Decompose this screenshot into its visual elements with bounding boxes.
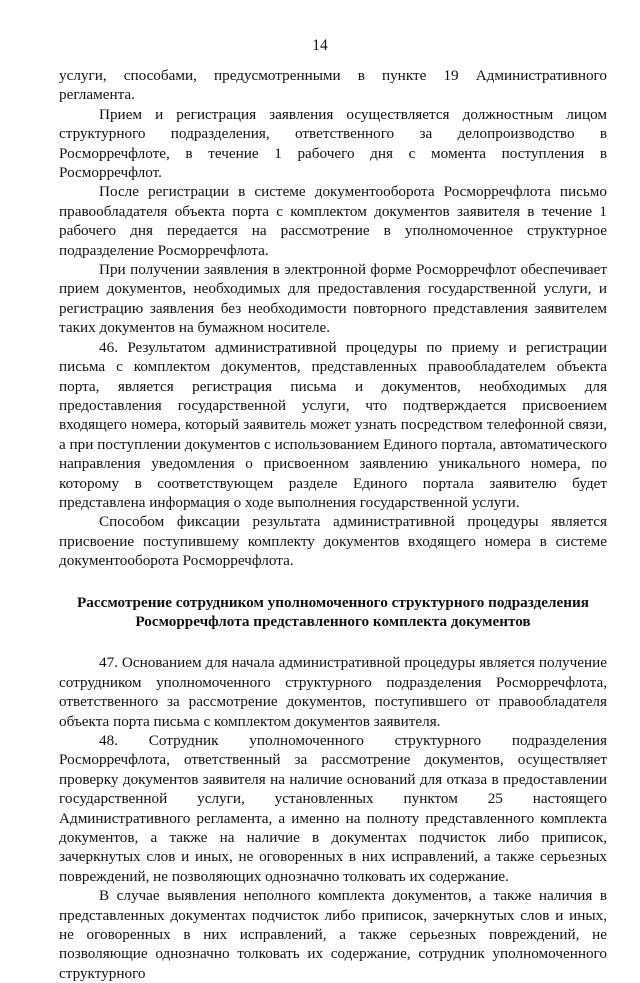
paragraph-continuation: услуги, способами, предусмотренными в пункте 19 Административного регламента. xyxy=(59,67,607,104)
page-number: 14 xyxy=(312,37,328,54)
document-body xyxy=(59,66,607,983)
paragraph-46: 46. Результатом административной процедуры по приему и регистрации письма с комплектом документов, представленных правообладателем объекта порта, является регистрация письма и документов, необходимых для предоставления государственной услуги, что подтверждается присвоением входящего номера, который заявитель может узнать посредством телефонной связи, а при поступлении документов с использованием Единого портала, автоматического направления уведомления о присвоенном заявлению уникального номера, по которому в соответствующем разделе Единого портала заявителю будет представлена информация о ходе выполнения государственной услуги. xyxy=(59,338,607,511)
paragraph-incomplete-set: В случае выявления неполного комплекта документов, а также наличия в представленных документах подчисток либо приписок, зачеркнутых слов и иных, не оговоренных в них исправлений, а также серьезных повреждений, не позволяющие однозначно толковать их содержание, сотрудник уполномоченного структурного xyxy=(59,887,607,982)
section-heading-line-2: Росморречфлота представленного комплекта документов xyxy=(135,612,531,630)
paragraph-after-registration: После регистрации в системе документооборота Росморречфлота письмо правообладателя объекта порта с комплектом документов заявителя в течение 1 рабочего дня передается на рассмотрение в уполномоченное структурное подразделение Росморречфлота. xyxy=(59,183,607,259)
section-heading-line-1: Рассмотрение сотрудником уполномоченного структурного подразделения xyxy=(77,593,589,611)
paragraph-registration: Прием и регистрация заявления осуществляется должностным лицом структурного подразделения, ответственного за делопроизводство в Росморречфлоте, в течение 1 рабочего дня с момента поступления в Росморречфлот. xyxy=(59,105,607,182)
paragraph-47: 47. Основанием для начала административной процедуры является получение сотрудником уполномоченного структурного подразделения Росморречфлота, ответственного за рассмотрение документов, поступившего от правообладателя объекта порта письма с комплектом документов заявителя. xyxy=(59,654,607,730)
paragraph-fixation-method: Способом фиксации результата административной процедуры является присвоение поступившему комплекту документов входящего номера в системе документооборота Росморречфлота. xyxy=(59,513,607,570)
paragraph-electronic-form: При получении заявления в электронной форме Росморречфлот обеспечивает прием документов, необходимых для предоставления государственной услуги, и регистрацию заявления без необходимости повторного представления заявителем таких документов на бумажном носителе. xyxy=(59,261,607,337)
section-heading xyxy=(59,593,607,632)
paragraph-48: 48. Сотрудник уполномоченного структурного подразделения Росморречфлота, ответственный за рассмотрение документов, осуществляет проверку документов заявителя на наличие оснований для отказа в предоставлении государственной услуги, установленных пунктом 25 настоящего Административного регламента, а именно на полноту представленного комплекта документов, а также на наличие в документах подчисток либо приписок, зачеркнутых слов и иных, не оговоренных в них исправлений, а также серьезных повреждений, не позволяющих однозначно толковать их содержание. xyxy=(59,732,607,885)
